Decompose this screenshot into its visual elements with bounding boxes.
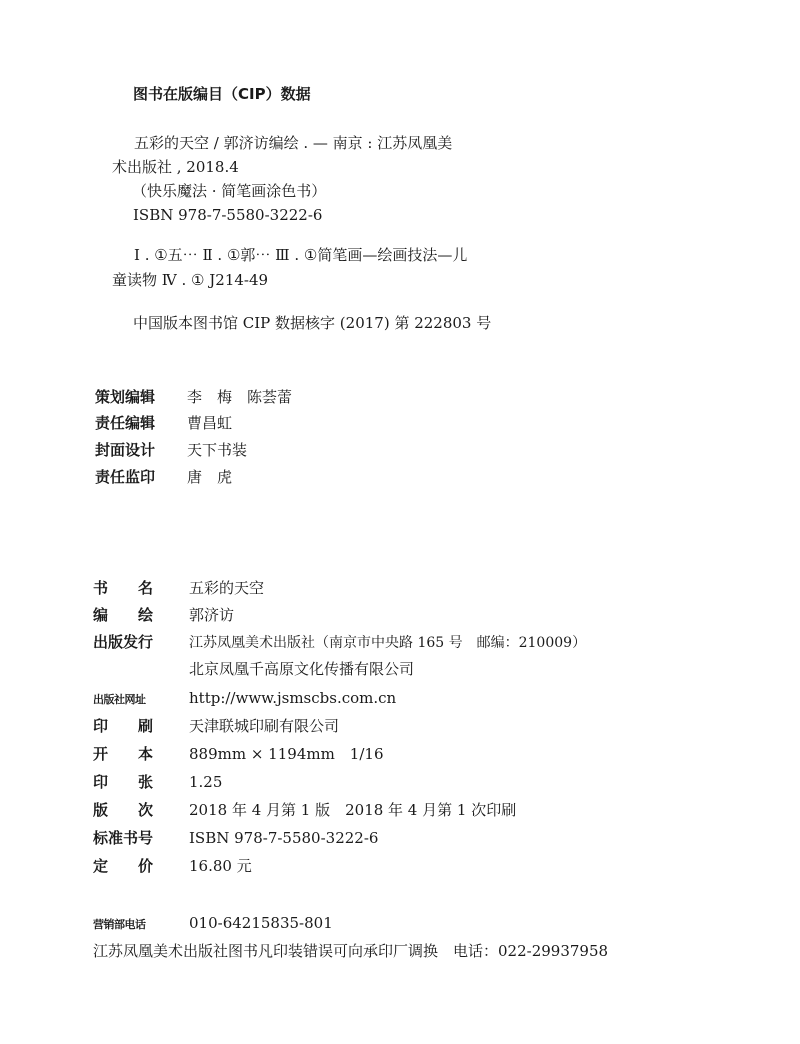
info-label: 版 次 bbox=[93, 801, 154, 819]
info-author-row bbox=[93, 605, 234, 625]
info-title-row bbox=[93, 578, 264, 598]
info-label: 书 名 bbox=[93, 579, 154, 597]
info-value: 天津联城印刷有限公司 bbox=[189, 717, 340, 735]
info-label: 出版社网址 bbox=[93, 693, 146, 706]
info-value: 889mm × 1194mm 1/16 bbox=[189, 745, 384, 763]
info-publisher-row-2 bbox=[93, 659, 414, 679]
cip-line-2: 术出版社 , 2018.4 bbox=[112, 158, 239, 176]
info-value: 1.25 bbox=[189, 773, 223, 791]
credit-label: 责任编辑 bbox=[95, 414, 156, 432]
info-label: 标准书号 bbox=[93, 829, 154, 847]
info-price-row bbox=[93, 856, 252, 876]
info-label: 编 绘 bbox=[93, 606, 154, 624]
credit-value: 李 梅 陈荟蕾 bbox=[187, 388, 293, 406]
cip-title: 图书在版编目（CIP）数据 bbox=[133, 85, 311, 103]
cip-line-1: 五彩的天空 / 郭济访编绘 . — 南京 : 江苏凤凰美 bbox=[134, 134, 453, 152]
credit-row bbox=[95, 413, 232, 433]
credit-label: 策划编辑 bbox=[95, 388, 156, 406]
info-value: 北京凤凰千高原文化传播有限公司 bbox=[189, 660, 415, 678]
credit-row bbox=[95, 387, 292, 407]
cip-line-3: （快乐魔法 · 简笔画涂色书） bbox=[132, 182, 327, 200]
info-sheets-row bbox=[93, 772, 222, 792]
cip-classification-1: Ⅰ . ①五⋯ Ⅱ . ①郭⋯ Ⅲ . ①简笔画—绘画技法—儿 bbox=[134, 246, 468, 264]
info-printer-row bbox=[93, 716, 339, 736]
cip-classification-2: 童读物 Ⅳ . ① J214-49 bbox=[112, 271, 269, 289]
credit-value: 曹昌虹 bbox=[187, 414, 233, 432]
info-label: 印 张 bbox=[93, 773, 154, 791]
misprint-notice: 江苏凤凰美术出版社图书凡印装错误可向承印厂调换 电话：022-29937958 bbox=[93, 942, 609, 960]
info-value: 江苏凤凰美术出版社（南京市中央路 165 号 邮编：210009） bbox=[189, 635, 587, 651]
info-isbn-row bbox=[93, 828, 378, 848]
info-value: http://www.jsmscbs.com.cn bbox=[189, 689, 397, 707]
cip-isbn: ISBN 978-7-5580-3222-6 bbox=[133, 206, 323, 224]
credit-label: 封面设计 bbox=[95, 441, 156, 459]
credit-label: 责任监印 bbox=[95, 468, 156, 486]
credit-row bbox=[95, 467, 232, 487]
info-format-row bbox=[93, 744, 384, 764]
info-value: 郭济访 bbox=[189, 606, 235, 624]
info-label: 印 刷 bbox=[93, 717, 154, 735]
credit-value: 唐 虎 bbox=[187, 468, 233, 486]
info-publisher-row bbox=[93, 632, 586, 653]
info-label: 出版发行 bbox=[93, 633, 154, 651]
info-value: ISBN 978-7-5580-3222-6 bbox=[189, 829, 379, 847]
credit-value: 天下书装 bbox=[187, 441, 248, 459]
info-value: 2018 年 4 月第 1 版 2018 年 4 月第 1 次印刷 bbox=[189, 801, 517, 819]
info-website-row bbox=[93, 688, 396, 710]
info-value: 五彩的天空 bbox=[189, 579, 265, 597]
info-label: 定 价 bbox=[93, 857, 154, 875]
info-label: 开 本 bbox=[93, 745, 154, 763]
info-edition-row bbox=[93, 800, 516, 820]
info-value: 16.80 元 bbox=[189, 857, 252, 875]
sales-phone-row bbox=[93, 913, 333, 935]
credit-row bbox=[95, 440, 247, 460]
cip-record-number: 中国版本图书馆 CIP 数据核字 (2017) 第 222803 号 bbox=[133, 314, 492, 332]
sales-phone-value: 010-64215835-801 bbox=[189, 914, 333, 932]
sales-phone-label: 营销部电话 bbox=[93, 918, 146, 931]
